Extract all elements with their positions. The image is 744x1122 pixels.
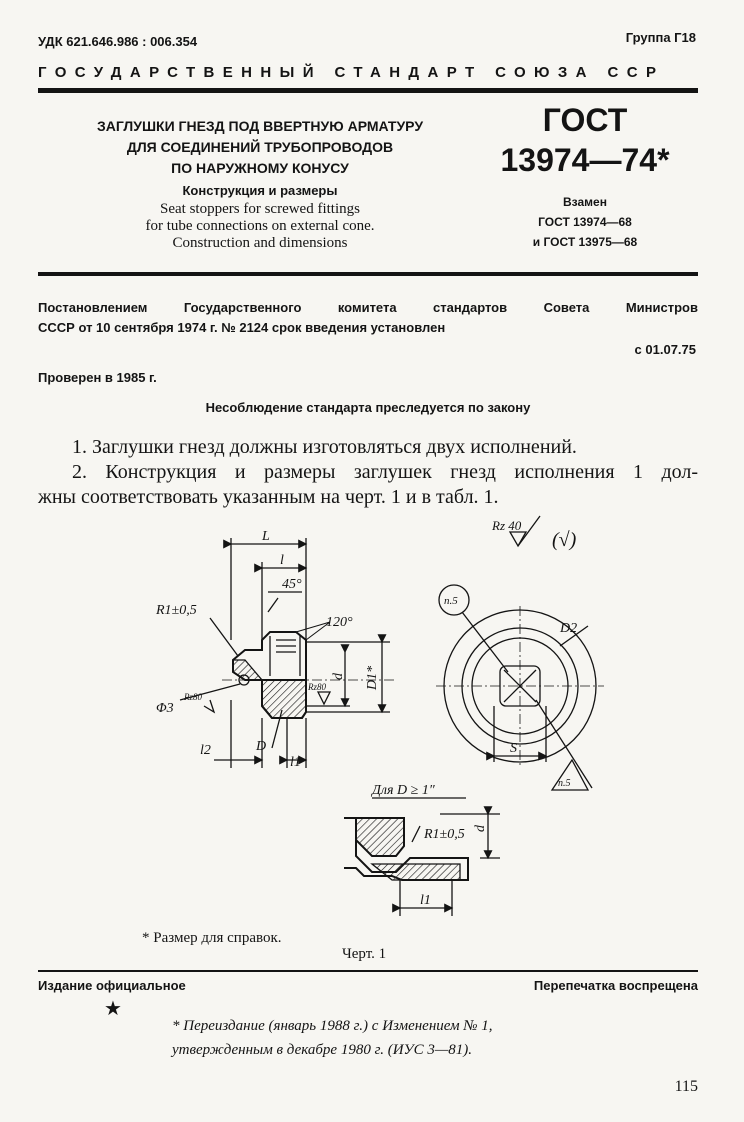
law-notice: Несоблюдение стандарта преследуется по закону: [205, 400, 531, 415]
label-rz40: Rz 40: [492, 518, 522, 533]
label-s: S: [510, 741, 517, 756]
label-D: D: [256, 739, 267, 754]
title-ru-subtitle: Конструкция и размеры: [182, 183, 338, 198]
gost-label: ГОСТ: [542, 102, 628, 138]
title-ru-line-2: ДЛЯ СОЕДИНЕНИЙ ТРУБОПРОВОДОВ: [126, 139, 394, 155]
label-45: 45°: [282, 577, 302, 592]
label-120: 120°: [326, 615, 353, 630]
gost-number: 13974—74*: [500, 142, 670, 178]
label-n5-triangle: п.5: [558, 778, 571, 789]
label-phi3: Φ3: [156, 701, 174, 716]
figure-caption: Черт. 1: [342, 946, 387, 962]
page-number: 115: [674, 1078, 698, 1095]
label-d-detail: d: [473, 825, 488, 832]
title-en-line-3: Construction and dimensions: [172, 235, 348, 251]
official-edition: Издание официальное: [38, 978, 186, 993]
label-for-d: Для D ≥ 1″: [372, 783, 435, 798]
paragraph-1: 1. Заглушки гнезд должны изготовляться двух исполнений.: [72, 436, 577, 458]
label-d: d: [331, 673, 346, 680]
label-r1: R1±0,5: [156, 603, 197, 618]
label-l: l: [280, 553, 284, 568]
label-rz80-a: Rz80: [184, 692, 202, 702]
header-rule: [38, 88, 698, 93]
decree-line-1: Постановлением Государственного комитета стандартов Совета Министров: [38, 300, 698, 315]
reissue-line-2: утвержденным в декабре 1980 г. (ИУС 3—81).: [172, 1042, 472, 1058]
reprint-prohibited: Перепечатка воспрещена: [533, 978, 698, 993]
label-r1-detail: R1±0,5: [424, 827, 465, 842]
label-n5: п.5: [444, 595, 458, 607]
label-d2: D2: [560, 621, 578, 636]
label-d1: D1*: [365, 665, 380, 690]
state-standard-banner: ГОСУДАРСТВЕННЫЙ СТАНДАРТ СОЮЗА ССР: [38, 64, 665, 81]
label-l1-detail: l1: [420, 893, 431, 908]
paragraph-2-line-1: 2. Конструкция и размеры заглушек гнезд исполнения 1 дол-: [72, 461, 698, 483]
title-en-line-1: Seat stoppers for screwed fittings: [160, 201, 360, 217]
technical-drawing: [0, 500, 744, 930]
reissue-line-1: * Переиздание (январь 1988 г.) с Изменением № 1,: [172, 1018, 493, 1034]
label-check: (√): [552, 529, 577, 551]
decree-line-2: СССР от 10 сентября 1974 г. № 2124 срок введения установлен: [38, 320, 446, 335]
label-l2: l2: [200, 743, 211, 758]
group-code: Группа Г18: [625, 30, 696, 45]
replaces-gost-2: и ГОСТ 13975—68: [532, 235, 638, 249]
footer-rule: [38, 970, 698, 972]
udk-code: УДК 621.646.986 : 006.354: [38, 34, 198, 49]
title-rule: [38, 272, 698, 276]
label-L: L: [262, 529, 270, 544]
replaces-label: Взамен: [563, 195, 607, 209]
label-rz80-b: Rz80: [308, 682, 326, 692]
replaces-gost-1: ГОСТ 13974—68: [538, 215, 632, 229]
reference-note: * Размер для справок.: [142, 930, 282, 946]
paragraph-2-line-2: жны соответствовать указанным на черт. 1 и в табл. 1.: [38, 486, 499, 508]
title-ru-line-1: ЗАГЛУШКИ ГНЕЗД ПОД ВВЕРТНУЮ АРМАТУРУ: [96, 118, 424, 134]
gost-block: [500, 100, 670, 252]
checked-year: Проверен в 1985 г.: [38, 370, 157, 385]
title-ru-line-3: ПО НАРУЖНОМУ КОНУСУ: [171, 160, 349, 176]
star-icon: ★: [104, 998, 122, 1020]
label-l1: l1: [290, 755, 301, 770]
decree-date: с 01.07.75: [634, 342, 696, 357]
title-block: [40, 116, 480, 252]
title-en-line-2: for tube connections on external cone.: [145, 218, 375, 234]
